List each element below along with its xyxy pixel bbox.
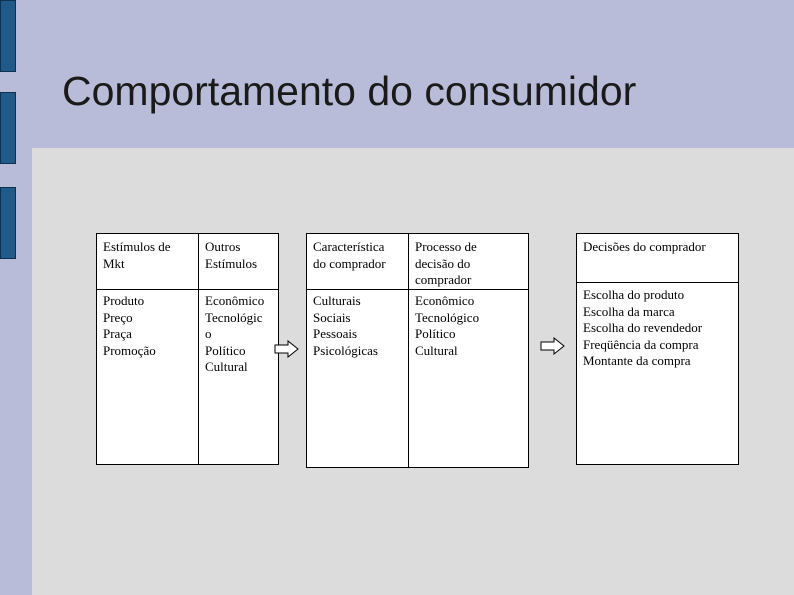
decorative-bar-1	[0, 0, 16, 72]
stimuli-table	[96, 233, 279, 465]
buyer-table	[306, 233, 529, 468]
arrow-right-icon	[274, 340, 300, 358]
arrow-right-icon	[540, 337, 566, 355]
buyer-characteristics-list: Culturais Sociais Pessoais Psicológicas	[313, 293, 378, 358]
divider	[97, 289, 278, 290]
buyer-decisions-table	[576, 233, 739, 465]
divider	[577, 282, 738, 283]
buyer-decisions-list: Escolha do produto Escolha da marca Escolha do revendedor Freqüência da compra Montante da compra	[583, 287, 703, 368]
decision-process-list: Econômico Tecnológico Político Cultural	[415, 293, 480, 358]
slide-title: Comportamento do consumidor	[62, 68, 637, 114]
buyer-decisions-header: Decisões do comprador	[583, 239, 706, 254]
other-stimuli-list: Econômico Tecnológic o Político Cultural	[205, 293, 265, 374]
divider	[408, 234, 409, 467]
other-stimuli-header: Outros Estímulos	[205, 239, 258, 271]
mkt-stimuli-list: Produto Preço Praça Promoção	[103, 293, 156, 358]
divider	[307, 289, 528, 290]
decorative-bar-2	[0, 92, 16, 164]
mkt-stimuli-header: Estímulos de Mkt	[103, 239, 171, 271]
divider	[198, 234, 199, 464]
decorative-bar-3	[0, 187, 16, 259]
decision-process-header: Processo de decisão do comprador	[415, 239, 477, 287]
buyer-characteristics-header: Característica do comprador	[313, 239, 386, 271]
